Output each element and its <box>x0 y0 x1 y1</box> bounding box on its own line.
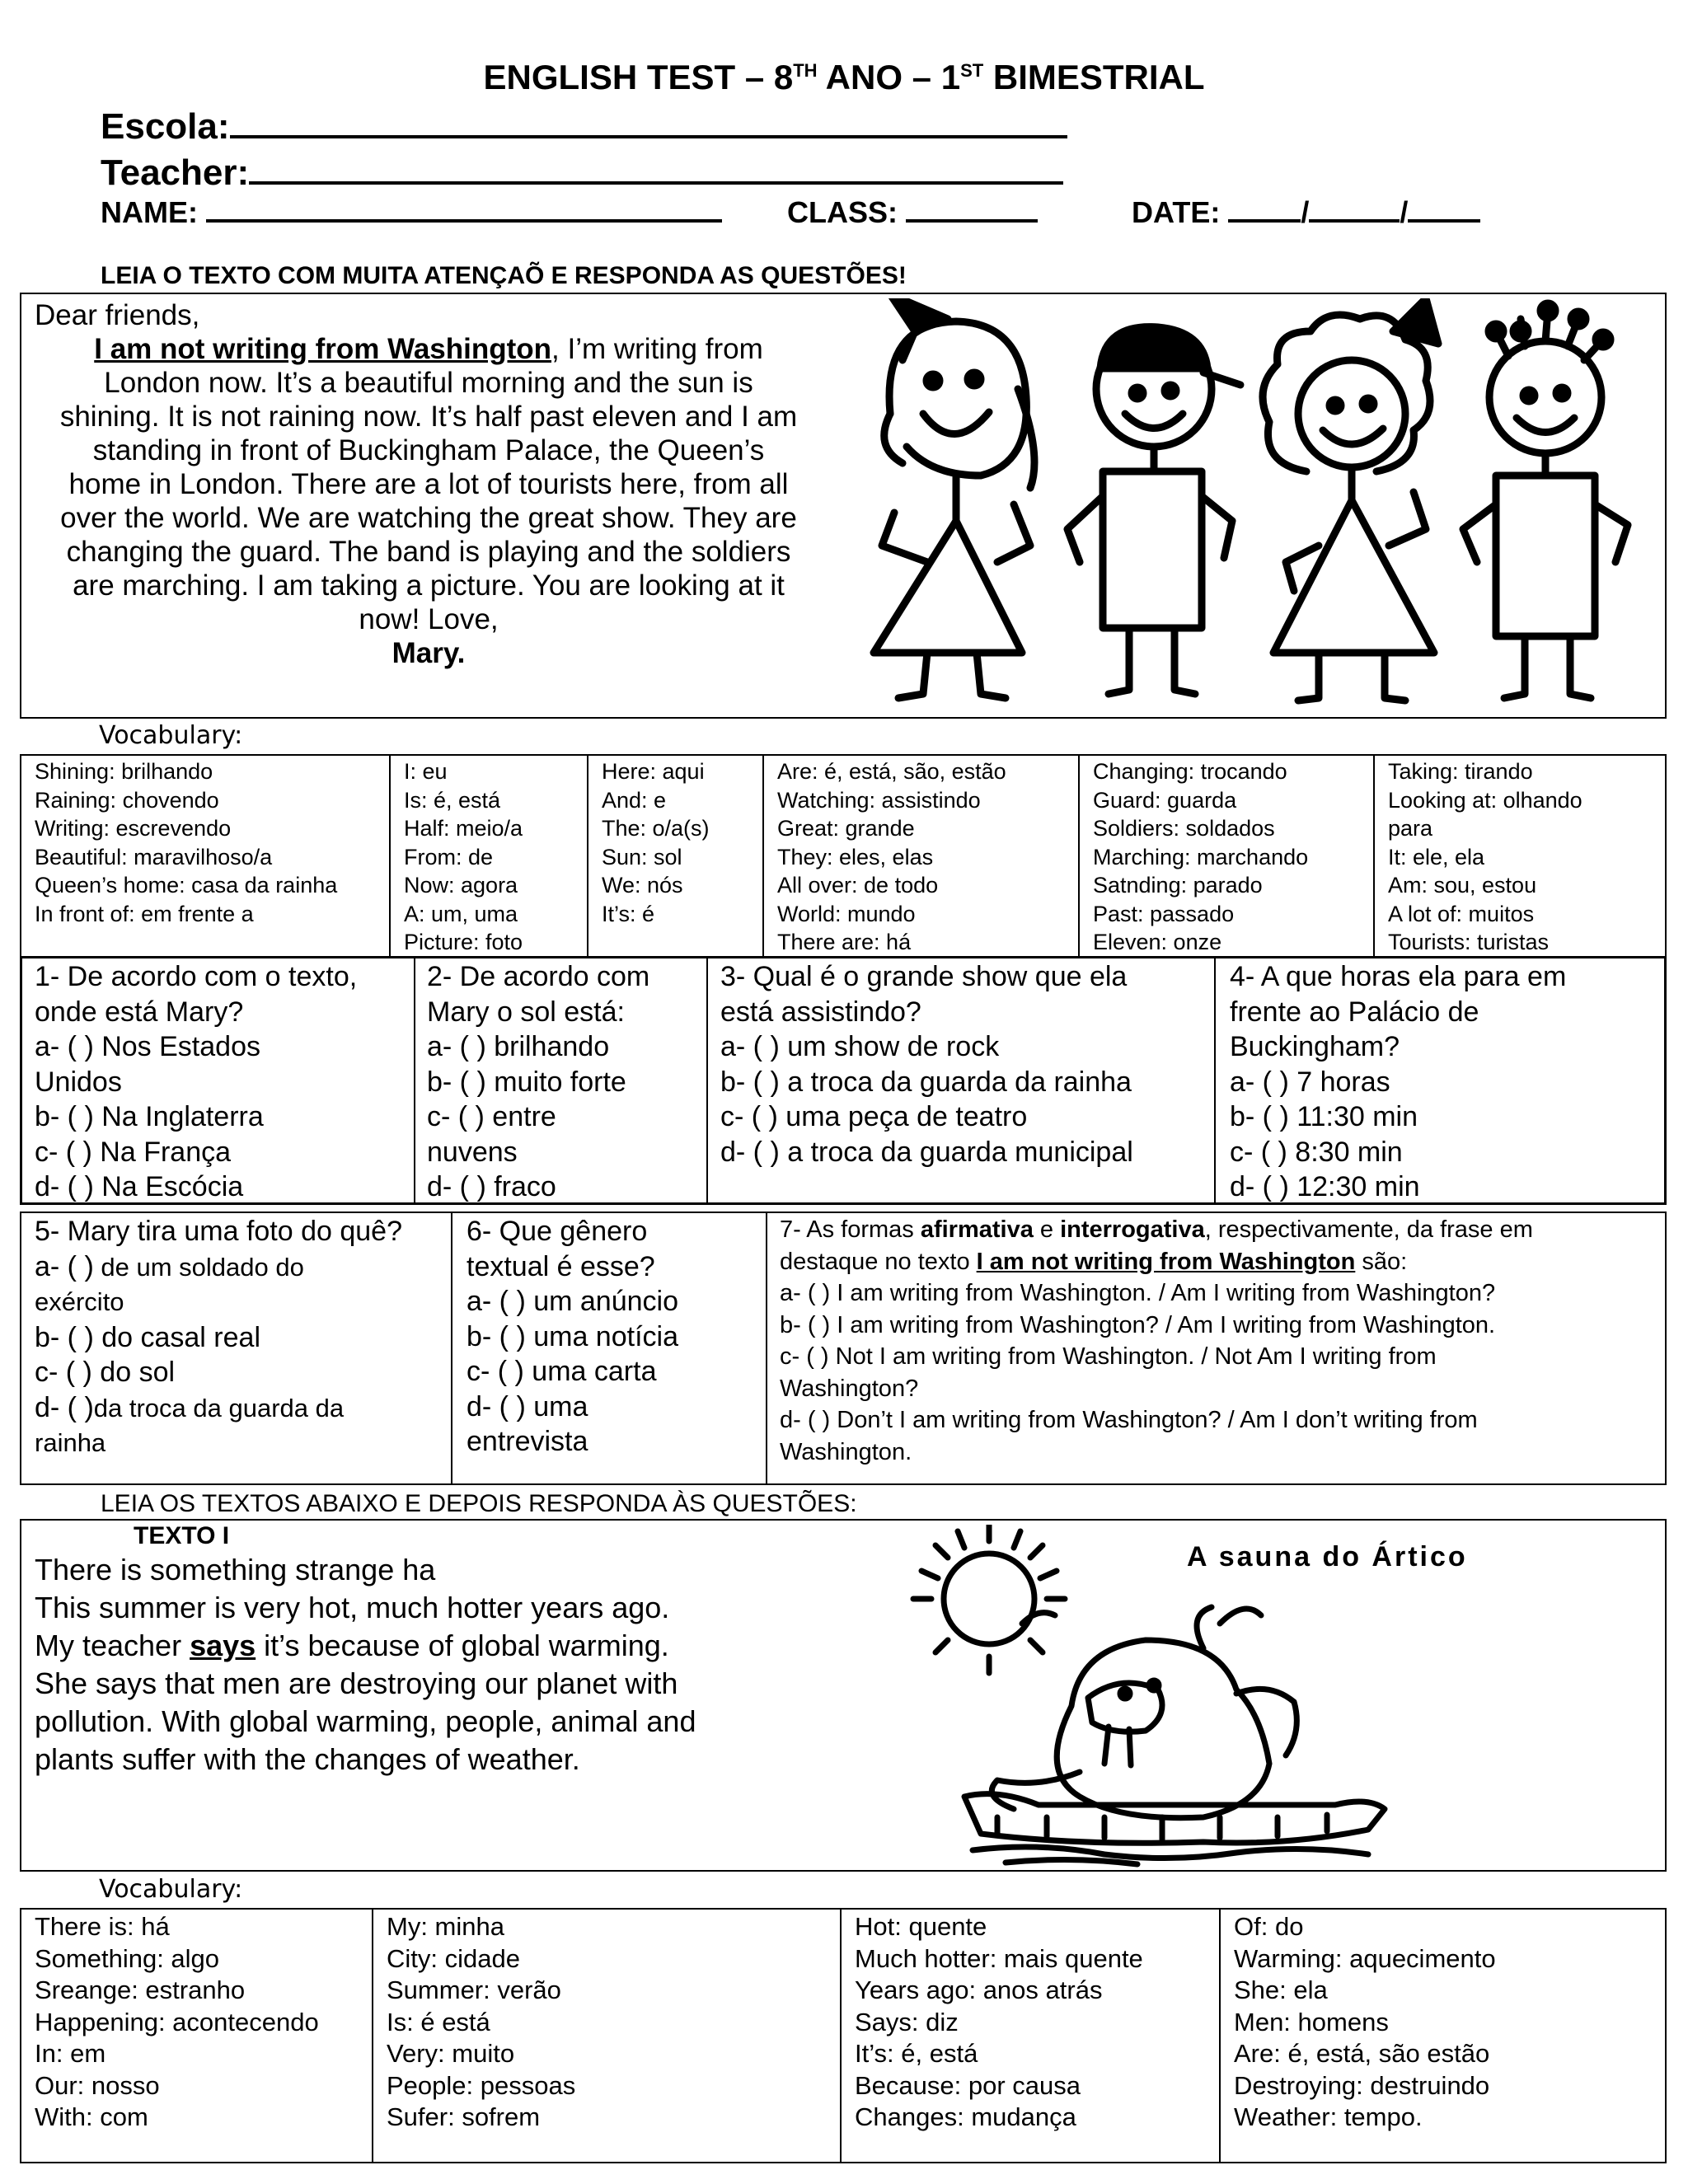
class-field[interactable]: CLASS: <box>787 194 1038 230</box>
arctic-sauna-cartoon <box>874 1525 1484 1871</box>
question-1[interactable]: 1- De acordo com o texto, onde está Mary? a- ( ) Nos Estados Unidos b- ( ) Na Inglaterra c- ( ) Na França d- ( ) Na Escócia <box>35 961 358 1202</box>
question-6[interactable]: 6- Que gênero textual é esse? a- ( ) um anúncio b- ( ) uma notícia c- ( ) uma carta d- ( ) uma entrevista <box>467 1216 678 1457</box>
test-title: ENGLISH TEST – 8TH ANO – 1ST BIMESTRIAL <box>483 58 1205 96</box>
vocab-column: I: eu Is: é, está Half: meio/a From: de Now: agora A: um, uma Picture: foto <box>390 755 588 958</box>
date-field[interactable]: DATE: / / <box>1132 194 1480 230</box>
vocabulary-table-2 <box>20 1908 1667 2163</box>
cartoon-title: A sauna do Ártico <box>1187 1541 1468 1572</box>
texto-1-label: TEXTO I <box>134 1522 230 1549</box>
vocab-column: Hot: quente Much hotter: mais quente Years ago: anos atrás Says: diz It’s: é, está Because: por causa Changes: mudança <box>841 1909 1220 2163</box>
walrus-figure <box>992 1607 1296 1818</box>
boy-figure-1 <box>1067 327 1240 694</box>
vocab-column: My: minha City: cidade Summer: verão Is: é está Very: muito People: pessoas Sufer: sofrem <box>373 1909 841 2163</box>
highlighted-sentence: I am not writing from Washington <box>94 333 552 365</box>
escola-field[interactable]: Escola: <box>101 104 1067 148</box>
letter-body: I am not writing from Washington, I’m writing from London now. It’s a beautiful morning and the sun is shining. It is not raining now. It’s half past eleven and I am standing in front of Buckingham Palace, the Queen’s home in London. There are a lot of tourists here, from all over the world. We are watching the great show. They are changing the guard. The band is playing and the soldiers are marching. I am taking a picture. You are looking at it now! Love, Mary. <box>30 332 828 670</box>
vocab-column: Of: do Warming: aquecimento She: ela Men: homens Are: é, está, são estão Destroying: destruindo Weather: tempo. <box>1220 1909 1666 2163</box>
instruction-read-texts: LEIA OS TEXTOS ABAIXO E DEPOIS RESPONDA ÀS QUESTÕES: <box>101 1490 857 1517</box>
vocab-column: Shining: brilhando Raining: chovendo Writing: escrevendo Beautiful: maravilhoso/a Queen’s home: casa da rainha In front of: em frente a <box>21 755 390 958</box>
question-3[interactable]: 3- Qual é o grande show que ela está assistindo? a- ( ) um show de rock b- ( ) a troca da guarda da rainha c- ( ) uma peça de teatro d- ( ) a troca da guarda municipal <box>720 961 1133 1168</box>
question-2[interactable]: 2- De acordo com Mary o sol está: a- ( ) brilhando b- ( ) muito forte c- ( ) entre nuvens d- ( ) fraco <box>427 961 650 1202</box>
texto-1-body: There is something strange ha This summer is very hot, much hotter years ago. My teacher says it’s because of global warming. She says that men are destroying our planet with pollution. With global warming, people, animal and plants suffer with the changes of weather. <box>35 1553 696 1776</box>
vocab-column: Are: é, está, são, estão Watching: assistindo Great: grande They: eles, elas All over: de todo World: mundo There are: há <box>763 755 1079 958</box>
vocab-column: Here: aqui And: e The: o/a(s) Sun: sol We: nós It’s: é <box>588 755 763 958</box>
vocab-column: Changing: trocando Guard: guarda Soldiers: soldados Marching: marchando Satnding: parado Past: passado Eleven: onze <box>1079 755 1374 958</box>
instruction-read-text: LEIA O TEXTO COM MUITA ATENÇAÕ E RESPONDA AS QUESTÕES! <box>101 262 907 289</box>
vocabulary-table-1 <box>20 754 1667 958</box>
ice-floe <box>964 1794 1385 1864</box>
question-4[interactable]: 4- A que horas ela para em frente ao Palácio de Buckingham? a- ( ) 7 horas b- ( ) 11:30 min c- ( ) 8:30 min d- ( ) 12:30 min <box>1230 961 1567 1202</box>
girl-figure-1 <box>874 298 1034 698</box>
vocab-column: Taking: tirando Looking at: olhando para It: ele, ela Am: sou, estou A lot of: muitos Tourists: turistas <box>1374 755 1666 958</box>
letter-signature: Mary. <box>392 637 466 669</box>
stick-figures-illustration <box>857 298 1657 715</box>
letter-greeting: Dear friends, <box>35 299 200 331</box>
sun-icon <box>913 1525 1065 1673</box>
vocabulary-label: Vocabulary: <box>99 721 243 750</box>
teacher-field[interactable]: Teacher: <box>101 150 1063 194</box>
question-5[interactable]: 5- Mary tira uma foto do quê? a- ( ) de um soldado do exército b- ( ) do casal real c- ( ) do sol d- ( )da troca da guarda da rainha <box>35 1216 403 1457</box>
vocabulary-label-2: Vocabulary: <box>99 1875 243 1904</box>
name-field[interactable]: NAME: <box>101 194 722 230</box>
question-7[interactable]: 7- As formas afirmativa e interrogativa, respectivamente, da frase em destaque no texto I am not writing from Washington são: a- ( ) I am writing from Washington. / Am I writing from Washington? b- ( ) I am writing from Washington? / Am I writing from Washington. c- ( ) Not I am writing from Washington. / Not Am I writing from Washington? d- ( ) Don’t I am writing from Washington? / Am I don’t writing from Washington. <box>780 1216 1533 1465</box>
vocab-column: There is: há Something: algo Sreange: estranho Happening: acontecendo In: em Our: nosso With: com <box>21 1909 373 2163</box>
boy-figure-2 <box>1463 303 1628 698</box>
girl-figure-2 <box>1263 298 1438 701</box>
